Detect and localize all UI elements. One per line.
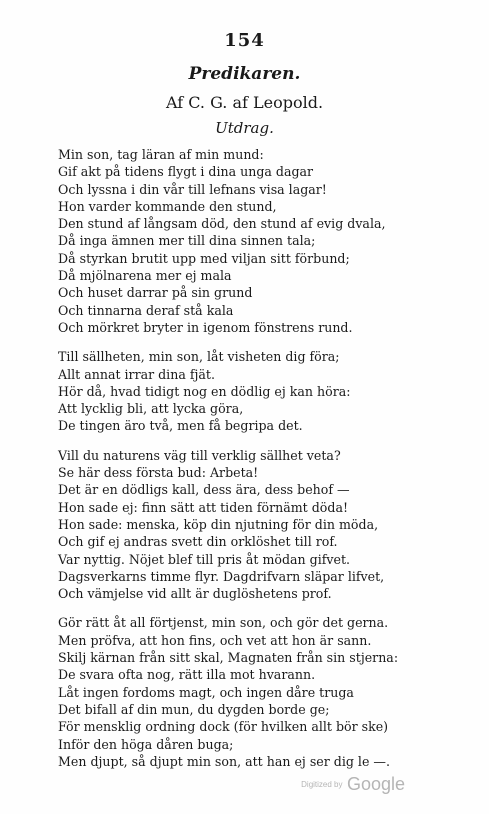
- poem-line: Det är en dödligs kall, dess ära, dess behof —: [58, 482, 350, 498]
- digitization-watermark: [301, 774, 405, 795]
- poem-line: Då styrkan brutit upp med viljan sitt förbund;: [58, 250, 350, 266]
- poem-line: Gör rätt åt all förtjenst, min son, och gör det gerna.: [58, 615, 389, 631]
- poem-line: Men pröfva, att hon fins, och vet att hon är sann.: [58, 632, 372, 648]
- poem-line: Inför den höga dåren buga;: [58, 736, 234, 752]
- poem-line: Men djupt, så djupt min son, att han ej ser dig le —.: [58, 753, 390, 769]
- poem-line: Då inga ämnen mer till dina sinnen tala;: [58, 233, 316, 249]
- poem-subtitle: Utdrag.: [215, 119, 274, 137]
- poem-line: Då mjölnarena mer ej mala: [58, 268, 232, 284]
- watermark-brand: Google: [346, 774, 405, 794]
- poem-line: Se här dess första bud: Arbeta!: [58, 465, 259, 481]
- poem-line: Till sällheten, min son, låt visheten dig föra;: [58, 349, 340, 365]
- poem-line: Och huset darrar på sin grund: [58, 285, 253, 301]
- poem-line: Och tinnarna deraf stå kala: [58, 302, 234, 318]
- poem-line: Och gif ej andras svett din orklöshet till rof.: [58, 534, 338, 550]
- page-number: 154: [224, 30, 265, 51]
- poem-line: De tingen äro två, men få begripa det.: [58, 418, 303, 434]
- poem-line: Allt annat irrar dina fjät.: [58, 366, 215, 382]
- poem-author: Af C. G. af Leopold.: [165, 93, 324, 112]
- poem-line: De svara ofta nog, rätt illa mot hvarann.: [58, 667, 316, 683]
- poem-line: Hör då, hvad tidigt nog en dödlig ej kan höra:: [58, 383, 351, 399]
- poem-line: Låt ingen fordoms magt, och ingen dåre truga: [58, 684, 354, 700]
- poem-line: Var nyttig. Nöjet blef till pris åt mödan gifvet.: [58, 551, 351, 567]
- poem-line: Den stund af långsam död, den stund af evig dvala,: [58, 216, 386, 232]
- poem-line: För mensklig ordning dock (för hvilken allt bör ske): [58, 719, 389, 735]
- stanza: [58, 614, 478, 770]
- poem-line: Att lycklig bli, att lycka göra,: [58, 401, 244, 417]
- stanza: [58, 447, 478, 603]
- poem-line: Min son, tag läran af min mund:: [58, 147, 264, 162]
- poem-line: Hon sade: menska, köp din njutning för din möda,: [58, 516, 379, 532]
- poem-body: [58, 146, 478, 770]
- poem-line: Gif akt på tidens flygt i dina unga dagar: [58, 164, 314, 180]
- poem-line: Det bifall af din mun, du dygden borde ge;: [58, 701, 330, 717]
- stanza: [58, 348, 478, 434]
- poem-line: Hon varder kommande den stund,: [58, 198, 277, 214]
- poem-line: Och lyssna i din vår till lefnans visa lagar!: [58, 181, 327, 197]
- poem-line: Vill du naturens väg till verklig sällhet veta?: [58, 447, 341, 463]
- poem-line: Dagsverkarns timme flyr. Dagdrifvarn släpar lifvet,: [58, 568, 385, 584]
- poem-line: Skilj kärnan från sitt skal, Magnaten från sin stjerna:: [58, 650, 399, 666]
- poem-title: Predikaren.: [188, 64, 301, 84]
- stanza: [58, 146, 478, 336]
- poem-line: Hon sade ej: finn sätt att tiden förnämt döda!: [58, 499, 349, 515]
- poem-line: Och vämjelse vid allt är duglöshetens prof.: [58, 586, 332, 602]
- watermark-prefix: Digitized by: [301, 780, 343, 789]
- poem-line: Och mörkret bryter in igenom fönstrens rund.: [58, 319, 353, 335]
